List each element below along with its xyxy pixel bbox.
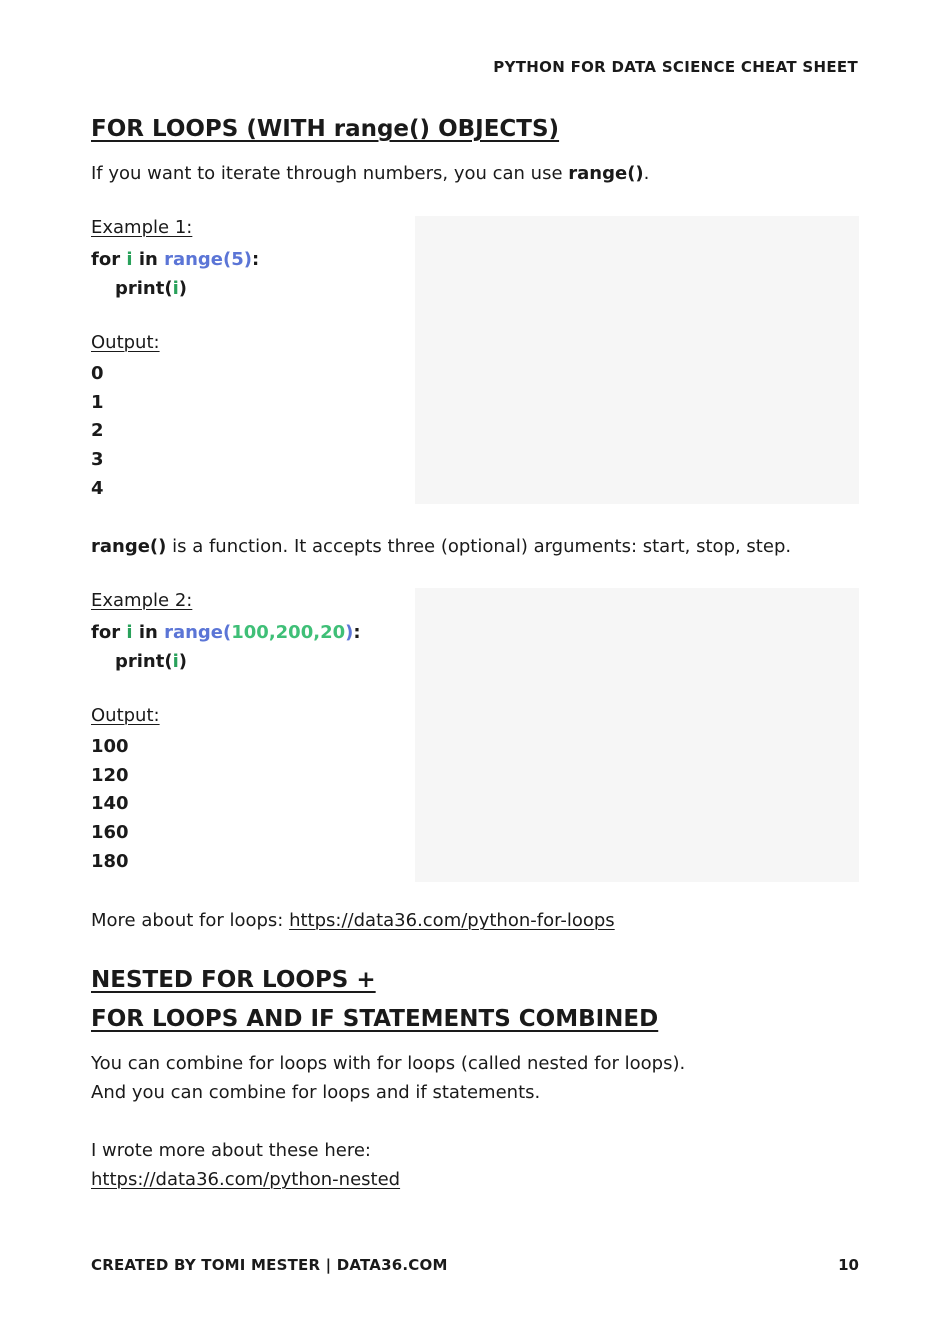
example1-output-box xyxy=(415,216,859,504)
example1-label: Example 1: xyxy=(91,217,193,238)
range-open: range( xyxy=(164,622,232,643)
example2-code xyxy=(91,618,361,676)
example2-label: Example 2: xyxy=(91,590,193,611)
intro-paragraph xyxy=(91,159,649,188)
kw-in: in xyxy=(138,622,158,643)
nested-more xyxy=(91,1136,400,1194)
kw-in: in xyxy=(138,249,158,270)
intro-bold: range() xyxy=(568,163,644,184)
example1-output-label: Output: xyxy=(91,332,160,353)
kw-for: for xyxy=(91,622,121,643)
intro-end: . xyxy=(643,163,650,184)
nested-para-line2: And you can combine for loops and if statements. xyxy=(91,1082,541,1103)
output-line: 120 xyxy=(91,764,129,786)
more-loops-text: More about for loops: xyxy=(91,910,290,931)
section-heading-for-loops: FOR LOOPS (WITH range() OBJECTS) xyxy=(91,116,560,142)
print-var: i xyxy=(172,278,179,299)
print-var: i xyxy=(172,651,179,672)
range-note xyxy=(91,532,791,561)
print-open: print( xyxy=(115,651,173,672)
range-call: range(5) xyxy=(164,249,252,270)
example1-code-line2 xyxy=(91,274,259,303)
nested-paragraph xyxy=(91,1049,685,1107)
section-heading-nested-line1: NESTED FOR LOOPS + xyxy=(91,967,376,993)
footer-credit: CREATED BY TOMI MESTER | DATA36.COM xyxy=(91,1256,448,1274)
output-line: 0 xyxy=(91,363,104,384)
output-line: 180 xyxy=(91,850,129,872)
example2-code-line2 xyxy=(91,647,361,676)
output-line: 2 xyxy=(91,420,104,442)
output-line: 1 xyxy=(91,391,104,413)
nested-link[interactable]: https://data36.com/python-nested xyxy=(91,1169,401,1190)
print-close: ) xyxy=(178,278,187,299)
colon: : xyxy=(353,622,361,643)
example1-code-line1 xyxy=(91,245,259,274)
page-number: 10 xyxy=(838,1256,859,1274)
loop-var: i xyxy=(126,622,133,643)
range-note-bold: range() xyxy=(91,536,167,557)
kw-for: for xyxy=(91,249,121,270)
header-title: PYTHON FOR DATA SCIENCE CHEAT SHEET xyxy=(493,58,858,76)
example2-code-line1 xyxy=(91,618,361,647)
output-line: 140 xyxy=(91,793,129,815)
for-loops-link[interactable]: https://data36.com/python-for-loops xyxy=(289,910,615,931)
intro-text: If you want to iterate through numbers, you can use xyxy=(91,163,569,184)
range-args: 100,200,20 xyxy=(231,622,346,643)
print-open: print( xyxy=(115,278,173,299)
nested-para-line1: You can combine for loops with for loops (called nested for loops). xyxy=(91,1053,686,1074)
output-line: 160 xyxy=(91,822,129,844)
example1-code xyxy=(91,245,259,303)
loop-var: i xyxy=(126,249,133,270)
range-note-text: is a function. It accepts three (optional) arguments: start, stop, step. xyxy=(166,536,792,557)
more-loops-line xyxy=(91,906,615,935)
example2-output-list xyxy=(91,733,129,876)
section-heading-nested-line2: FOR LOOPS AND IF STATEMENTS COMBINED xyxy=(91,1006,659,1032)
output-line: 100 xyxy=(91,736,129,757)
print-close: ) xyxy=(178,651,187,672)
output-line: 3 xyxy=(91,449,104,471)
example2-output-box xyxy=(415,588,859,882)
example1-output-list xyxy=(91,360,104,503)
colon: : xyxy=(252,249,260,270)
output-line: 4 xyxy=(91,477,104,499)
example2-output-label: Output: xyxy=(91,705,160,726)
range-close: ) xyxy=(345,622,354,643)
nested-more-text: I wrote more about these here: xyxy=(91,1140,371,1161)
